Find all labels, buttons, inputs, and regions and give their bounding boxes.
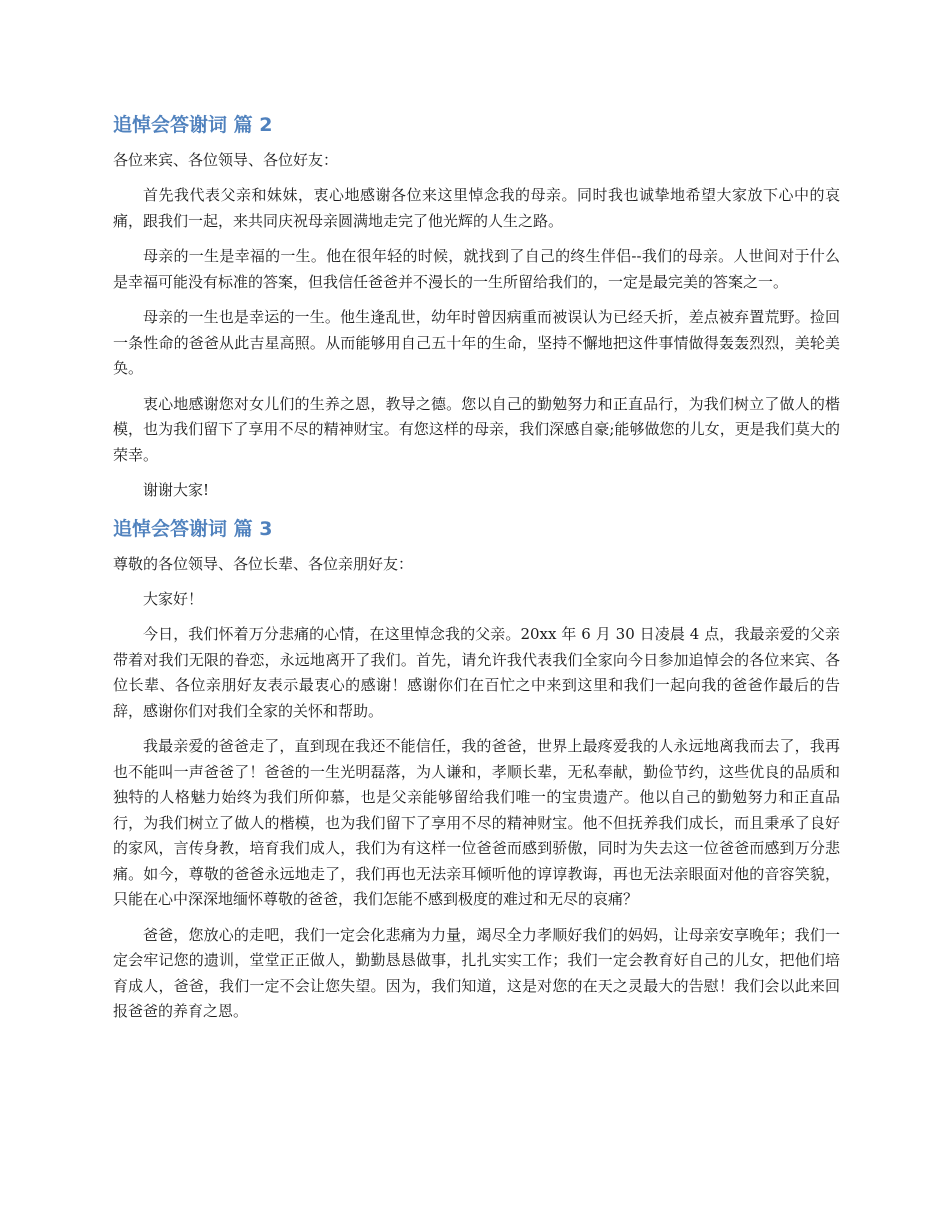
salutation: 尊敬的各位领导、各位长辈、各位亲朋好友： <box>113 554 414 573</box>
paragraph: 爸爸，您放心的走吧，我们一定会化悲痛为力量，竭尽全力孝顺好我们的妈妈，让母亲安享晚年；我们一定会牢记您的遗训，堂堂正正做人，勤勤恳恳做事，扎扎实实工作；我们一定会教育好自己的儿女，把他们培育成人，爸爸，我们一定不会让您失望。因为，我们知道，这是对您的在天之灵最大的告慰！我们会以此来回报爸爸的养育之恩。 <box>113 925 840 1020</box>
paragraph: 我最亲爱的爸爸走了，直到现在我还不能信任，我的爸爸，世界上最疼爱我的人永远地离我而去了，我再也不能叫一声爸爸了！爸爸的一生光明磊落，为人谦和，孝顺长辈，无私奉献，勤俭节约，这些优良的品质和独特的人格魅力始终为我们所仰慕，也是父亲能够留给我们唯一的宝贵遗产。他以自己的勤勉努力和正直品行，为我们树立了做人的楷模，也为我们留下了享用不尽的精神财宝。他不但抚养我们成长，而且秉承了良好的家风，言传身教，培育我们成人，我们为有这样一位爸爸而感到骄傲，同时为失去这一位爸爸而感到万分悲痛。如今，尊敬的爸爸永远地走了，我们再也无法亲耳倾听他的谆谆教诲，再也无法亲眼面对他的音容笑貌，只能在心中深深地缅怀尊敬的爸爸，我们怎能不感到极度的难过和无尽的哀痛？ <box>113 737 840 908</box>
paragraph: 首先我代表父亲和妹妹，衷心地感谢各位来这里悼念我的母亲。同时我也诚挚地希望大家放下心中的哀痛，跟我们一起，来共同庆祝母亲圆满地走完了他光辉的人生之路。 <box>113 186 840 230</box>
section-title: 追悼会答谢词 篇 3 <box>113 517 273 540</box>
paragraph: 衷心地感谢您对女儿们的生养之恩，教导之德。您以自己的勤勉努力和正直品行，为我们树立了做人的楷模，也为我们留下了享用不尽的精神财宝。有您这样的母亲，我们深感自豪;能够做您的儿女，更是我们莫大的荣幸。 <box>113 394 840 464</box>
paragraph: 母亲的一生是幸福的一生。他在很年轻的时候，就找到了自己的终生伴侣--我们的母亲。人世间对于什么是幸福可能没有标准的答案，但我信任爸爸并不漫长的一生所留给我们的，一定是最完美的答案之一。 <box>113 247 840 291</box>
paragraph: 母亲的一生也是幸运的一生。他生逢乱世，幼年时曾因病重而被误认为已经夭折，差点被弃置荒野。捡回一条性命的爸爸从此吉星高照。从而能够用自己五十年的生命，坚持不懈地把这件事情做得轰轰烈烈，美轮美奂。 <box>113 308 840 377</box>
section-title: 追悼会答谢词 篇 2 <box>113 114 273 136</box>
document-page <box>113 110 840 1035</box>
salutation: 各位来宾、各位领导、各位好友： <box>113 151 339 169</box>
paragraph: 大家好！ <box>143 589 204 608</box>
paragraph: 今日，我们怀着万分悲痛的心情，在这里悼念我的父亲。20xx 年 6 月 30 日凌晨 4 点，我最亲爱的父亲带着对我们无限的眷恋，永远地离开了我们。首先，请允许我代表我们全家向今日参加追悼会的各位来宾、各位长辈、各位亲朋好友表示最衷心的感谢！感谢你们在百忙之中来到这里和我们一起向我的爸爸作最后的告辞，感谢你们对我们全家的关怀和帮助。 <box>113 625 840 720</box>
paragraph: 谢谢大家! <box>143 481 210 499</box>
